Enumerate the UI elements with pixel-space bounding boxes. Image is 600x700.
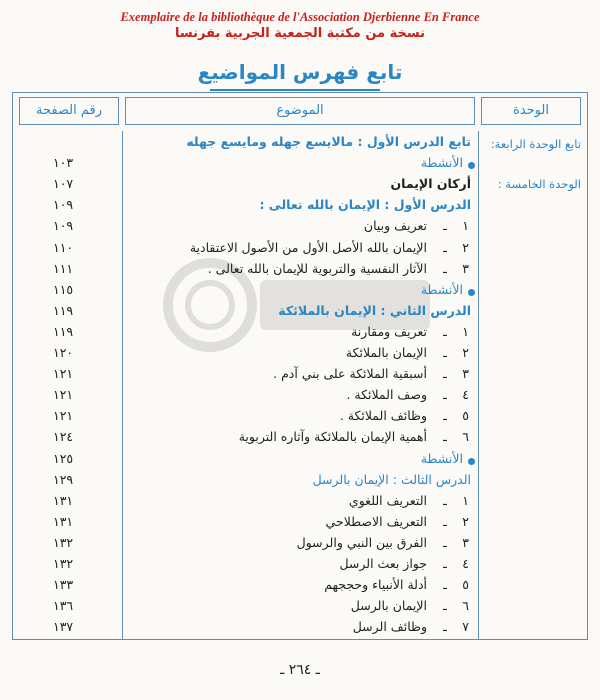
- page-ref: ١١٠: [53, 239, 74, 255]
- toc-row: [13, 345, 587, 367]
- item-text: التعريف اللغوي: [348, 492, 427, 508]
- item-number: ١: [462, 218, 469, 234]
- page-ref: ١١٩: [53, 302, 74, 318]
- item-text: جواز بعث الرسل: [339, 556, 427, 571]
- page-ref: ١٣٢: [53, 556, 74, 571]
- toc-row: [13, 261, 587, 283]
- item-dash: ـ: [443, 619, 447, 635]
- page-ref: ١٣١: [53, 513, 74, 529]
- item-number: ٦: [462, 429, 469, 445]
- toc-row: [13, 429, 587, 451]
- activities-label: الأنشطة: [420, 155, 463, 171]
- item-dash: ـ: [443, 260, 447, 276]
- item-text: أسبقية الملائكة على بني آدم .: [273, 366, 427, 382]
- toc-row: [13, 556, 587, 578]
- page-number: ـ ٢٦٤ ـ: [280, 662, 320, 678]
- page-ref: ١٠٧: [53, 176, 74, 192]
- column-header-unit: الوحدة: [481, 97, 581, 125]
- lesson-heading: تابع الدرس الأول : مالايسع جهله ومايسع جهله: [186, 134, 471, 149]
- unit-label-5: الوحدة الخامسة :: [497, 177, 581, 191]
- page-ref: ١٢٤: [53, 429, 74, 445]
- item-text: الإيمان بالرسل: [350, 598, 427, 614]
- item-dash: ـ: [443, 239, 447, 255]
- item-number: ٢: [462, 345, 469, 360]
- item-text: وظائف الرسل: [352, 619, 427, 635]
- lesson-heading: أركان الإيمان: [390, 176, 471, 192]
- item-text: أدلة الأنبياء وحججهم: [324, 577, 427, 593]
- page-ref: ١٣٧: [53, 619, 74, 635]
- toc-row: [13, 240, 587, 262]
- item-text: التعريف الاصطلاحي: [325, 513, 427, 529]
- toc-row: [13, 387, 587, 409]
- item-number: ٣: [462, 534, 469, 550]
- item-dash: ـ: [443, 323, 447, 339]
- item-number: ٤: [462, 387, 469, 403]
- toc-row: [13, 451, 587, 473]
- toc-row: [13, 619, 587, 641]
- bullet-icon: [468, 458, 475, 465]
- lesson-heading: الدرس الثالث : الإيمان بالرسل: [312, 471, 471, 487]
- page-ref: ١٣٣: [53, 577, 74, 593]
- toc-table: [12, 92, 588, 640]
- toc-row: [13, 134, 587, 156]
- page-ref: ١٣١: [53, 492, 74, 508]
- item-dash: ـ: [443, 492, 447, 508]
- item-number: ٥: [462, 408, 469, 424]
- lesson-heading: الدرس الثاني : الإيمان بالملائكة: [278, 302, 471, 318]
- item-text: تعريف وبيان: [363, 218, 427, 234]
- item-dash: ـ: [443, 218, 447, 234]
- toc-row: [13, 282, 587, 304]
- item-dash: ـ: [443, 429, 447, 445]
- item-number: ١: [462, 323, 469, 339]
- page-ref: ١٠٩: [53, 218, 74, 234]
- item-number: ٢: [462, 239, 469, 255]
- page-ref: ١٢٩: [53, 471, 74, 487]
- toc-row: [13, 598, 587, 620]
- page-ref: ١٢٠: [53, 345, 74, 360]
- item-number: ٢: [462, 513, 469, 529]
- item-number: ٣: [462, 260, 469, 276]
- activities-label: الأنشطة: [420, 450, 463, 466]
- item-dash: ـ: [443, 345, 447, 360]
- column-header-topic: الموضوع: [125, 97, 475, 125]
- item-number: ٣: [462, 366, 469, 382]
- toc-row: [13, 303, 587, 325]
- toc-row: [13, 535, 587, 557]
- item-number: ٦: [462, 598, 469, 614]
- item-dash: ـ: [443, 598, 447, 614]
- item-dash: ـ: [443, 366, 447, 382]
- toc-row: [13, 472, 587, 494]
- item-number: ٥: [462, 577, 469, 593]
- toc-row: [13, 408, 587, 430]
- lesson-heading: الدرس الأول : الإيمان بالله تعالى :: [259, 197, 471, 213]
- unit-label-4: تابع الوحدة الرابعة:: [490, 137, 581, 151]
- page-ref: ١١٥: [53, 281, 74, 297]
- item-dash: ـ: [443, 513, 447, 529]
- item-dash: ـ: [443, 408, 447, 424]
- item-text: الآثار النفسية والتربوية للإيمان بالله تعالى .: [207, 260, 427, 276]
- item-number: ١: [462, 492, 469, 508]
- item-dash: ـ: [443, 577, 447, 593]
- page-title: تابع فهرس المواضيع: [197, 60, 403, 84]
- title-underline: [210, 89, 380, 91]
- toc-row: [13, 514, 587, 536]
- page-ref: ١٣٦: [53, 598, 74, 614]
- item-dash: ـ: [443, 387, 447, 403]
- toc-row: [13, 197, 587, 219]
- toc-row: [13, 218, 587, 240]
- activities-label: الأنشطة: [420, 281, 463, 297]
- item-text: الإيمان بالملائكة: [345, 345, 427, 360]
- page-ref: ١١٩: [53, 323, 74, 339]
- item-text: وظائف الملائكة .: [339, 408, 427, 424]
- page-ref: ١٠٣: [53, 155, 74, 171]
- item-dash: ـ: [443, 556, 447, 571]
- page-ref: ١٠٩: [53, 197, 74, 213]
- column-header-page: رقم الصفحة: [19, 97, 119, 125]
- bullet-icon: [468, 289, 475, 296]
- page-ref: ١٢٥: [53, 450, 74, 466]
- library-stamp-arabic: نسخة من مكتبة الجمعية الجربية بفرنسا: [175, 26, 425, 41]
- item-text: وصف الملائكة .: [346, 387, 427, 403]
- toc-row: [13, 366, 587, 388]
- page-ref: ١٢١: [53, 387, 74, 403]
- table-body: [13, 93, 587, 639]
- page-ref: ١٣٢: [53, 534, 74, 550]
- page-ref: ١٢١: [53, 408, 74, 424]
- toc-row: [13, 176, 587, 198]
- toc-row: [13, 577, 587, 599]
- item-text: الإيمان بالله الأصل الأول من الأصول الاعتقادية: [189, 239, 427, 255]
- item-text: أهمية الإيمان بالملائكة وآثاره التربوية: [238, 429, 427, 445]
- library-stamp-french: Exemplaire de la bibliothèque de l'Association Djerbienne En France: [120, 10, 480, 24]
- item-dash: ـ: [443, 534, 447, 550]
- page-ref: ١١١: [53, 260, 74, 276]
- bullet-icon: [468, 162, 475, 169]
- item-text: الفرق بين النبي والرسول: [296, 534, 427, 550]
- item-text: تعريف ومقارنة: [351, 323, 427, 339]
- toc-row: [13, 155, 587, 177]
- page-ref: ١٢١: [53, 366, 74, 382]
- item-number: ٤: [462, 556, 469, 571]
- item-number: ٧: [462, 619, 469, 635]
- toc-row: [13, 324, 587, 346]
- toc-row: [13, 493, 587, 515]
